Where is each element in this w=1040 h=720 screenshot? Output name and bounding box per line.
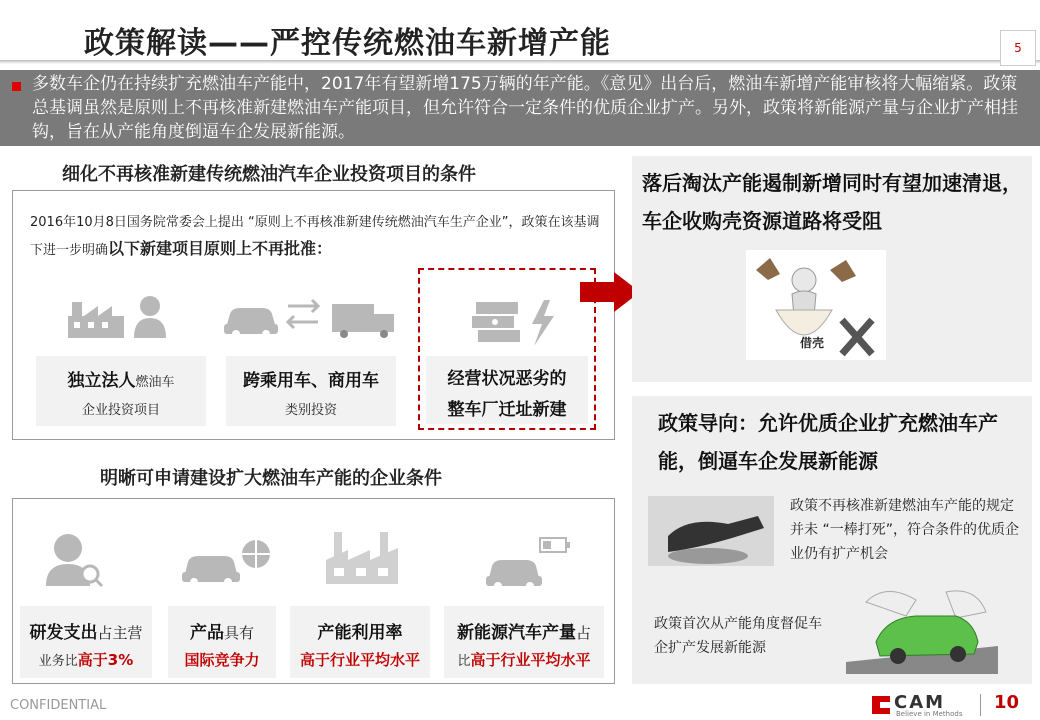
researcher-icon — [44, 528, 104, 590]
anniversary-badge: 10 — [994, 692, 1020, 713]
cam-logo — [870, 692, 1038, 720]
section2-title: 明晰可申请建设扩大燃油车产能的企业条件 — [100, 468, 442, 489]
card-nev-output: 新能源汽车产量占 比高于行业平均水平 — [444, 606, 604, 678]
car-battery-icon — [484, 534, 574, 590]
intro-text: 多数车企仍在持续扩充燃油车产能中，2017年有望新增175万辆的年产能。《意见》出台后，燃油车新增产能审核将大幅缩紧。政策总基调虽然是原则上不再核准新建燃油车产能项目，但允许符合一定条件的优质企业扩产。另外，政策将新能源产量与企业扩产相挂钩，旨在从产能角度倒逼车企发展新能源。 — [32, 74, 1018, 142]
cam-slogan: Believe in Methods — [896, 710, 963, 718]
section1-title: 细化不再核准新建传统燃油汽车企业投资项目的条件 — [62, 164, 476, 185]
section1-desc-bold: 以下新建项目原则上不再批准： — [108, 239, 333, 258]
card-product: 产品具有 国际竞争力 — [168, 606, 276, 678]
green-car-image — [846, 582, 998, 674]
factory-icon — [324, 530, 404, 586]
card-independent-legal: 独立法人燃油车 企业投资项目 — [36, 356, 206, 426]
confidential-label: CONFIDENTIAL — [10, 698, 107, 713]
shell-illustration — [746, 250, 886, 360]
card-bad-operation: 经营状况恶劣的 整车厂迁址新建 — [426, 356, 588, 424]
car-globe-icon — [180, 538, 276, 588]
card-cross-category: 跨乘用车、商用车 类别投资 — [226, 356, 396, 426]
fuel-nozzle-icon — [648, 496, 774, 566]
fuel-nozzle-image — [648, 496, 774, 566]
right-panel-2-text1: 政策不再核准新建燃油车产能的规定并未 “一棒打死”，符合条件的优质企业仍有扩产机会 — [790, 498, 1019, 562]
section1-desc: 2016年10月8日国务院常委会上提出 “原则上不再核准新建传统燃油汽车生产企业”，政策在该基调下进一步明确以下新建项目原则上不再批准： — [30, 215, 600, 258]
winged-car-icon — [846, 582, 998, 674]
cam-logo-text: CAM — [894, 692, 946, 713]
factory-person-icon — [64, 282, 174, 342]
page-number: 5 — [1000, 30, 1036, 66]
cam-logo-mark-icon — [870, 694, 892, 714]
right-panel-2-title: 政策导向：允许优质企业扩充燃油车产能，倒逼车企发展新能源 — [658, 411, 998, 473]
card-capacity-utilization: 产能利用率 高于行业平均水平 — [290, 606, 430, 678]
page-title: 政策解读——严控传统燃油车新增产能 — [84, 26, 611, 61]
right-panel-2-text2: 政策首次从产能角度督促车企扩产发展新能源 — [654, 616, 822, 656]
right-panel-1-title: 落后淘汰产能遏制新增同时有望加速清退，车企收购壳资源道路将受阻 — [642, 171, 1022, 233]
logo-divider — [980, 694, 981, 716]
shell-label: 借壳 — [800, 336, 825, 350]
bullet-square-icon — [12, 82, 21, 91]
car-truck-icon — [222, 296, 402, 340]
card-rd-spend: 研发支出占主营 业务比高于3% — [20, 606, 152, 678]
